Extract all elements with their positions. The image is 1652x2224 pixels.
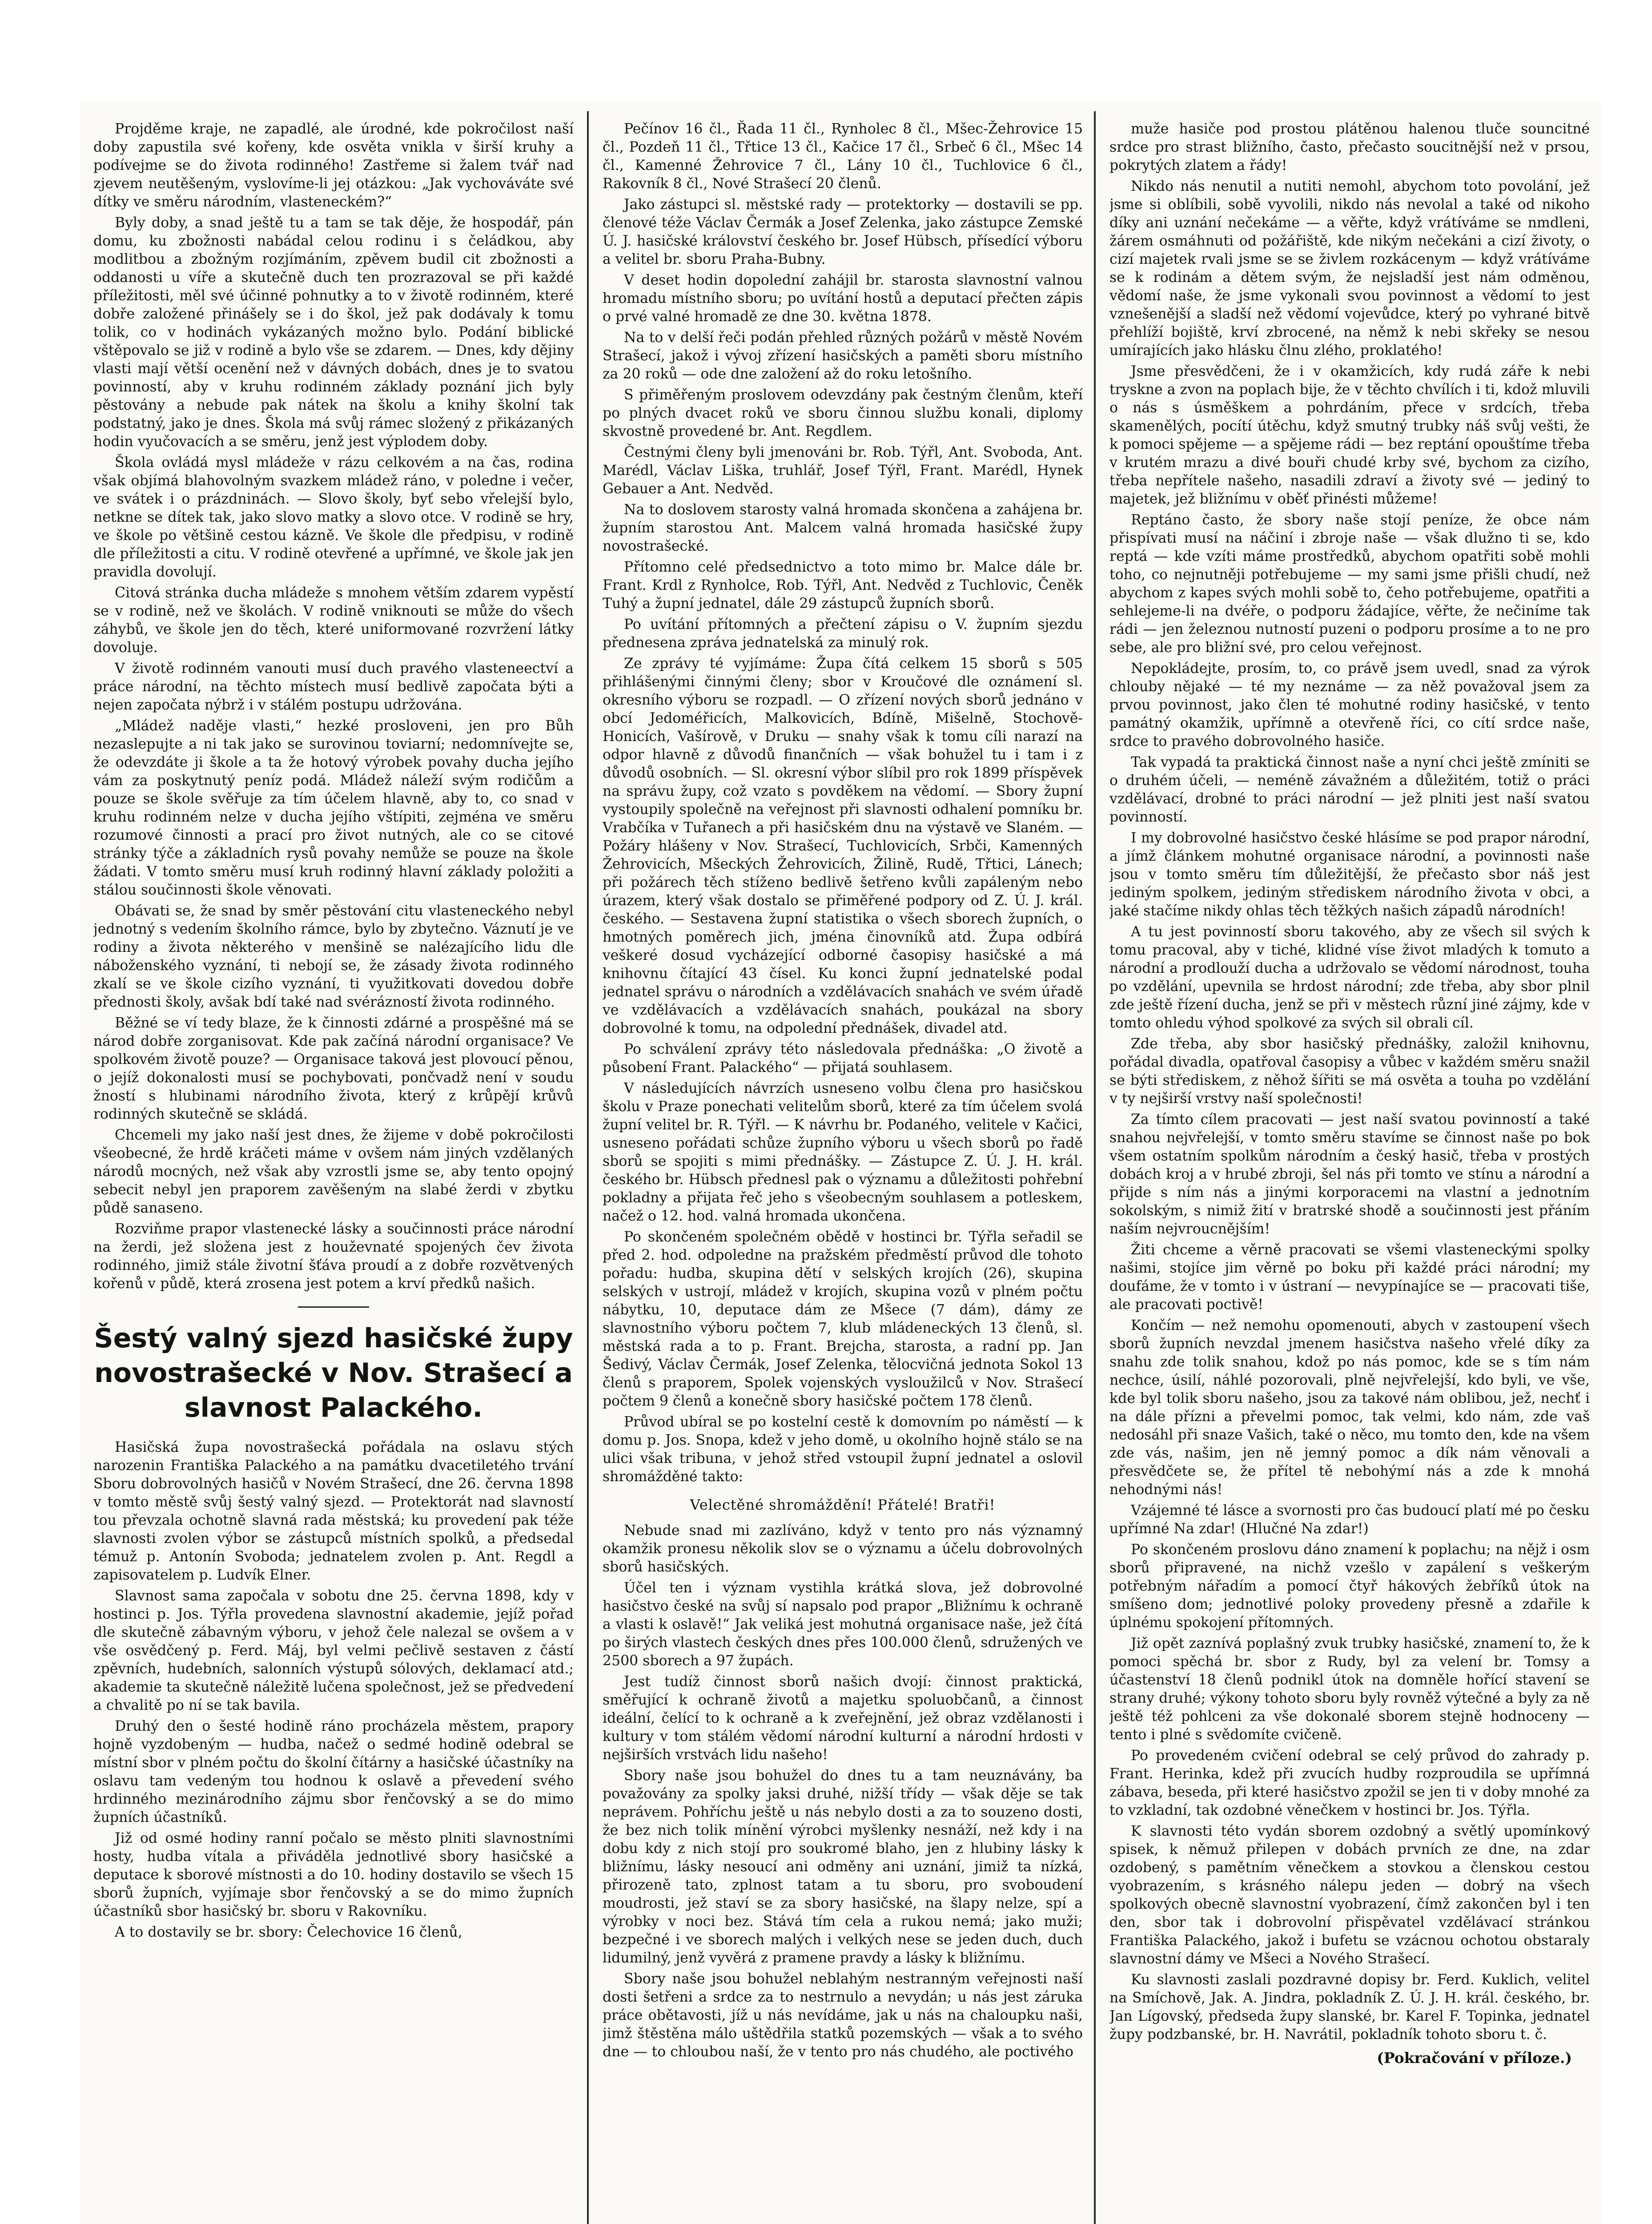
paragraph: Čestnými členy byli jmenováni br. Rob. Týřl, Ant. Svoboda, Ant. Marédl, Václav Liška, truhlář, Josef Týřl, Frant. Marédl, Hynek Gebauer a Ant. Nedvěd. [603, 444, 1083, 497]
paragraph: Zde třeba, aby sbor hasičský přednášky, založil knihovnu, pořádal divadla, opatřoval časopisy a vůbec v každém směru snažil se býti střediskem, z něhož šířiti se má osvěta a touha po vzdělání v ty nejširší vrstvy naší společnosti! [1109, 1036, 1590, 1107]
paragraph: Škola ovládá mysl mládeže v rázu celkovém a na čas, rodina však objímá blahovolným svazkem mládež ráno, v poledne i večer, ve svátek i o prázdninách. — Slovo školy, byť sebo vřelejší bylo, netkne se dítek tak, jako slovo matky a slovo otce. V rodině se hry, ve škole po většině cestou kázně. Ve škole dle předpisu, v rodině dle příležitosti a citu. V rodině otevřené a upřímné, ve škole jak jen pravidla dovolují. [93, 455, 574, 580]
paragraph: Reptáno často, že sbory naše stojí peníze, že obce nám přispívati musí na náčiní i zbroje naše — však dlužno ti se, kdo reptá — kde vzíti máme prostředků, abychom opatřiti sobě mohli toho, co nejnutněji potřebujeme — my sami jsme přišli chudí, než abychom z kapes svých mohli sobě to, čeho potřebujeme, opatřiti a sehlejeme-li na dvéře, o podporu žádajíce, věřte, že nečiníme tak rádi — jen železnou nutností puzeni o podporu prosíme a to ne pro sebe, ale pro bližní své, pro celou veřejnost. [1109, 512, 1590, 656]
paragraph: V deset hodin dopolední zahájil br. starosta slavnostní valnou hromadu místního sboru; po uvítání hostů a deputací přečten zápis o prvé valné hromadě ze dne 30. května 1878. [603, 272, 1083, 325]
continued-note: (Pokračování v příloze.) [1377, 2049, 1572, 2067]
paragraph: Rozviňme prapor vlastenecké lásky a součinnosti práce národní na žerdi, jež složena jest z houževnaté spojených čev života rodinného, jimiž stále životní šťáva proudí a z dobře rozvětvených kořenů v půdě, která zrosena jest potem a krví předků našich. [93, 1221, 574, 1292]
paragraph: Chcemeli my jako naší jest dnes, že žijeme v době pokročilosti všeobecné, že hrdě kráčeti máme v ovšem nám jiných vzdělaných národů mocných, než však aby vzrostli jsme se, aby tento opojný sebecit nebyl jen praporem zavěšeným na slabé žerdi v zbytku půdě sanaseno. [93, 1127, 574, 1216]
paragraph: Po schválení zprávy této následovala přednáška: „O životě a působení Frant. Palackého“ — přijatá souhlasem. [603, 1041, 1083, 1076]
paragraph: Na to doslovem starosty valná hromada skončena a zahájena br. župním starostou Ant. Malcem valná hromada hasičské župy novostrašecké. [603, 502, 1083, 554]
paragraph: Byly doby, a snad ještě tu a tam se tak děje, že hospodář, pán domu, ku zbožnosti nabádal celou rodinu i s čeládkou, aby modlitbou a zbožným rozjímáním, zpěvem budil cit zbožnosti a oddanosti u víře a skutečně duch ten prozrazoval se při každé příležitosti, měl své účinné pohnutky a to v životě rodinném, které dobře založené přinášely se i do škol, jež pak dodávaly k tomu tolik, co v hodinách vykázaných možno bylo. Podání biblické vštěpovalo se již v rodině a bylo vše se zdarem. — Dnes, kdy dějiny vlasti mají větší ocenění než v dávných dobách, dnes je to svatou povinností, aby v kruhu rodinném základy poznání jich byly pěstovány a nebude pak nátek na školu a knihy školní tak podstatný, jako je dnes. Škola má svůj rámec složený z přikázaných hodin vyučovacích a se směru, jenž jest výplodem doby. [93, 215, 574, 450]
paragraph: Končím — než nemohu opomenouti, abych v zastoupení všech sborů župních nevzdal jmenem hasičstva našeho vřelé díky za snahu zde tolik snahou, kdož po nás pomoc, kde se s tím nám nechce, úsilí, náhlé pozorovali, plně nejvřelejší, kdo byli, ve vše, kde byl tolik sboru našeho, jsou za takové nám oblibou, jež, nechť i na dále přízni a převelmi pomoc, tak velmi, kdo nám, zde vaš nedosáhl při snaze Vašich, také o něco, mu tomto den, kde na všem zde vás, našim, jen ně jemný pomoc a dík nám věnovali a přesvědčete se, že přítel tě nebohýmí nás a zde k mnohá nehodnými nás! [1109, 1317, 1590, 1498]
paragraph: I my dobrovolné hasičstvo české hlásíme se pod prapor národní, a jímž článkem mohutné organisace národní, a povinnosti naše jsou v tomto směru tím důležitější, že přečasto sbor náš jest jediným spolkem, jediným střediskem národního života v obci, a jaké stačíme nikdy ohlas těch těžkých našich západů národních! [1109, 830, 1590, 919]
paragraph: Sbory naše jsou bohužel do dnes tu a tam neuznávány, ba považovány za spolky jaksi druhé, nižší třídy — však děje se tak neprávem. Pohříchu ještě u nás nebylo dosti a za to souzeno dosti, že bez nich tolik mínění výrobci myšlenky nesnáží, než kdy i na dobu kdy z nich stojí pro soukromé blaho, jen z hlubiny lásky k bližnímu, lásky nesoucí ani odměny ani uznání, jimiž ta nízká, přirozeně tato, zplnost tatam a tu sboru, pro svoboudení moudrosti, jež staví se za sbory hasičské, na šlapy nelze, spí a výrobky v noci bez. Stává tím cela a rukou nemá; jako muži; bezpečné i ve sborech malých i velkých nese se jeden duch, duch lidumilný, jenž vyvěrá z pramene pravdy a lásky k bližnímu. [603, 1768, 1083, 1966]
paragraph: Vzájemné té lásce a svornosti pro čas budoucí platí mé po česku upřímné Na zdar! (Hlučné Na zdar!) [1109, 1503, 1590, 1537]
paragraph: Druhý den o šesté hodině ráno procházela městem, prapory hojně vyzdobeným — hudba, načež o sedmé hodině odebral se místní sbor v plném počtu do školní čítárny a hasičské účastníky na oslavu tam vedeným tou hodnou k oslavě a převedení svého hrdinného mezinárodního zájmu sbor řenčovský a se do mimo župních účastníků. [93, 1718, 574, 1825]
paragraph: Žiti chceme a věrně pracovati se všemi vlasteneckými spolky našimi, stojíce jim věrně po boku při každé práci národní; my doufáme, že v tomto i v ústraní — nevypínajíce se — pracovati tiše, ale pracovati poctivě! [1109, 1242, 1590, 1313]
paragraph: Jest tudíž činnost sborů našich dvojí: činnost praktická, směřující k ochraně životů a majetku spoluobčanů, a činnost ideální, čelící to k ochraně a k zveřejnění, jež obraz vzdělanosti i kultury v tom stálém vědomí národní kulturní a národní hrdosti v nejširších vrstvách lidu našeho! [603, 1674, 1083, 1763]
paragraph: Tak vypadá ta praktická činnost naše a nyní chci ještě zmíniti se o druhém účeli, — neméně závažném a důležitém, totiž o práci vzdělávací, drobné to práci národní — jež plniti jest naší svatou povinností. [1109, 754, 1590, 825]
paragraph: K slavnosti této vydán sborem ozdobný a světlý upomínkový spisek, k němuž přilepen v dobách prvních ze dne, na zdar ozdobený, s pamětním věnečkem a stovkou a členskou cestou vyobrazením, s krásného nálepu jeden — dobrý na všech spolkových obecně slavnostní vyobrazení, čímž zakončen byl i ten den, sbor tak i dobrovolní přispěvatel vzdělávací stránkou Františka Palackého, jakož i bufetu se vzácnou ochotou obstaraly slavnostní dámy ve Mšeci a Nového Strašecí. [1109, 1823, 1590, 1967]
paragraph: muže hasiče pod prostou plátěnou halenou tluče souncitné srdce pro strast bližního, často, přečasto soucitnější než v prsou, pokrytých zlatem a řády! [1109, 121, 1590, 173]
paragraph: Nepokládejte, prosím, to, co právě jsem uvedl, snad za výrok chlouby nějaké — té my neznáme — za něž považoval jsem za prvou povinnost, jako člen té mohutné rodiny hasičské, v tento památný okamžik, upřímně a otevřeně říci, co cítí srdce naše, srdce to pravého dobrovolného hasiče. [1109, 661, 1590, 749]
paragraph: Pečínov 16 čl., Řada 11 čl., Rynholec 8 čl., Mšec-Žehrovice 15 čl., Pozdeň 11 čl., Třtice 13 čl., Kačice 17 čl., Srbeč 6 čl., Mšec 14 čl., Kamenné Žehrovice 7 čl., Lány 10 čl., Tuchlovice 6 čl., Rakovník 8 čl., Nové Strašecí 20 členů. [603, 121, 1083, 192]
paragraph: Účel ten i význam vystihla krátká slova, jež dobrovolné hasičstvo české na svůj sí napsalo pod prapor „Bližnímu k ochraně a vlasti k oslavě!“ Jak veliká jest mohutná organisace naše, jež čítá po širých vlastech českých dnes přes 100.000 členů, sdružených ve 2500 sborech a 97 župách. [603, 1580, 1083, 1669]
article-headline: Šestý valný sjezd hasičské župy novostrašecké v Nov. Strašecí a slavnost Palackého. [94, 1323, 573, 1423]
paragraph: Citová stránka ducha mládeže s mnohem větším zdarem vypěstí se v rodině, než ve školách. V rodině vniknouti se může do všech záhybů, ve škole jen do těch, které uniformované rozvržení látky dovoluje. [93, 585, 574, 656]
speech-salutation: Velectěné shromáždění! Přátelé! Bratři! [690, 1496, 996, 1513]
paragraph: Po uvítání přítomných a přečtení zápisu o V. župním sjezdu přednesena zpráva jednatelská za minulý rok. [603, 616, 1083, 651]
paragraph: S přiměřeným proslovem odevzdány pak čestným členům, kteří po plných dvacet roků ve sboru činnou službu konali, diplomy skvostně provedené br. Ant. Regdlem. [603, 387, 1083, 439]
paragraph: Na to v delší řeči podán přehled různých požárů v městě Novém Strašecí, jakož i vývoj zřízení hasičských a paměti sboru místního za 20 roků — ode dne založení až do roku letošního. [603, 330, 1083, 382]
paragraph: A to dostavily se br. sbory: Čelechovice 16 členů, [115, 1924, 462, 1940]
column-2 [603, 120, 1083, 2224]
article-text [93, 1438, 574, 1942]
paragraph: Hasičská župa novostrašecká pořádala na oslavu stých narozenin Františka Palackého a na památku dvacetiletého trvání Sboru dobrovolných hasičů v Novém Strašecí, dne 26. června 1898 v tomto městě svůj šestý valný sjezd. — Protektorát nad slavností tou převzala ochotně slavná rada městská; ku provedení pak téže slavnosti zvolen výbor se zástupců místních spolků, a předsedal témuž p. Antonín Svoboda; jednatelem zvolen p. Ant. Regdl a zapisovatelem p. Ludvík Elner. [93, 1439, 574, 1583]
paragraph: „Mládež naděje vlasti,“ hezké prosloveni, jen pro Bůh nezaslepujte a ni tak jako se surovinou toviarní; nedomnívejte se, že odevzdáte ji škole a ta že hotový výrobek povahy ducha jejího vám za poskytnutý peníz podá. Mládež náleží svým rodičům a pouze se škole svěřuje za tím účelem hlavně, aby to, co snad v kruhu rodinném nelze v ducha jejího vštípiti, zejména ve směru rozumové činnosti a prací pro život nutných, ale co se citové stránky týče a základních rysů povahy nemůže se pouze na škole žádati. V tomto směru musí kruh rodinný hlavní základy položiti a stálou součinnosti škole věnovati. [93, 718, 574, 898]
paragraph: Nikdo nás nenutil a nutiti nemohl, abychom toto povolání, jež jsme si oblíbili, sobě vyvolili, nikdo nás nevolal a také od nikoho díky ani uznání nečekáme — a věřte, když vrátíváme se nmdleni, žárem osmáhnuti od požářiště, kde nikým nečekáni a cizí životy, o cizí majetek rvali jsme se se živlem rozkácenym — když vrátíváme se k rodinám a dětem svým, že nejsladší jest nám odměnou, vědomí naše, že jsme vykonali svou povinnost a vědomí to jest vznešenější a sladší než vědomí vojevůdce, který po vyhrané bitvě přehlíží bojiště, krví zbrocené, na němž k nebi skřeky se nesou umírajících jako hlásku člnu zlého, proklatého! [1109, 178, 1590, 359]
paragraph: Již od osmé hodiny ranní počalo se město plniti slavnostními hosty, hudba vítala a přiváděla jednotlivé sbory hasičské a deputace k sborové místnosti a do 10. hodiny dostavilo se všech 15 sborů župních, vyjímaje sbor řenčovský a se do mimo župních účastníků sbor hasičský br. sboru v Rakovníku. [93, 1830, 574, 1919]
column-rule [587, 111, 589, 2224]
paragraph: A tu jest povinností sboru takového, aby ze všech sil svých k tomu pracoval, aby v tiché, klidné víse život mladých k tomuto a národní a prodlouží ducha a udržovalo se vědomí národnost, touha po vzdělání, upevnila se hrdost národní; zde třeba, aby sbor plnil zde ještě řízení ducha, jenž se při v městech různí jiné zájmy, kde v tomto ohledu výhod spolkové za svých sil obrali cíl. [1109, 924, 1590, 1031]
paragraph: Přítomno celé předsednictvo a toto mimo br. Malce dále br. Frant. Krdl z Rynholce, Rob. Týřl, Ant. Nedvěd z Tuchlovic, Čeněk Tuhý a župní jednatel, dále 29 zástupců župních sborů. [603, 559, 1083, 612]
paragraph: Jako zástupci sl. městské rady — protektorky — dostavili se pp. členové téže Václav Čermák a Josef Zelenka, jako zástupce Zemské Ú. J. hasičské království českého br. Josef Hübsch, přísedící výboru a velitel br. sboru Praha-Bubny. [603, 197, 1083, 267]
column-1 [93, 120, 574, 2224]
section-divider [298, 1306, 369, 1308]
paragraph: Již opět zaznívá poplašný zvuk trubky hasičské, znamení to, že k pomoci spěchá br. sbor z Rudy, byl za velení br. Tomsy a účastenství 18 členů podnikl útok na domněle hořící stavení se strany druhé; výkony tohoto sboru byly rovněž výtečné a byly za ně ještě též pohlceni za vše dokonalé sborem stejně hodnoceny — tento i plné s svědomíte cvičeně. [1109, 1636, 1590, 1743]
paragraph: Jsme přesvědčeni, že i v okamžicích, kdy rudá záře k nebi tryskne a zvon na poplach bije, že v těchto chvílích i ti, kdož mluvili o nás s úsměškem a pohrdáním, přece v srdcích, třeba skamenělých, pocítí útěchu, když smutný trubky náš svůj vešti, že k pomoci spějeme — a spějeme rádi — bez reptání opouštíme třeba v krutém mrazu a divé bouři chudé krby své, bychom za cizího, třeba nepřítele našeho, nasadili zdraví a životy své — jediný to majetek, jež bližnímu v oběť přinésti můžeme! [1109, 363, 1590, 507]
paragraph: V životě rodinném vanouti musí duch pravého vlasteneectví a práce národní, na těchto místech musí bedlivě započata býti a nejen započata nýbrž i v stálém postupu udržována. [93, 661, 574, 713]
paragraph: Projděme kraje, ne zapadlé, ale úrodné, kde pokročilost naší doby zapustila své kořeny, kde osvěta vnikla v širší kruhy a podívejme se do života rodinného! Zastřeme si žalem tvář nad zjevem neutěšeným, vyslovíme-li jej otázkou: „Jak vychováváte své dítky ve směru národním, vlasteneckém?“ [93, 121, 574, 210]
paragraph: Po skončeném společném obědě v hostinci br. Týřla seřadil se před 2. hod. odpoledne na pražském předměstí průvod dle tohoto pořadu: hudba, skupina dětí v selských krojích (26), skupina selských v ustrojí, mládež v krojích, skupina vozů v plném počtu nábytku, 10, deputace dám ze Mšece (7 dám), dámy ze slavnostního výboru počtem 7, klub mládeneckých 13 členů, sl. městská rada a to p. Frant. Brejcha, starosta, a radní pp. Jan Šedivý, Václav Čermák, Josef Zelenka, tělocvičná jednota Sokol 13 členů s praporem, Spolek vojenských vysloužilců v Nov. Strašecí počtem 9 členů a konečně sbory hasičské počtem 178 členů. [603, 1229, 1083, 1409]
paragraph: Průvod ubíral se po kostelní cestě k domovním po náměstí — k domu p. Jos. Snopa, kdež v jeho domě, u okolního hojně stálo se na ulici však tribuna, v jehož střed vstoupil župní jednatel a oslovil shromážděné takto: [603, 1414, 1083, 1485]
paragraph: Běžné se ví tedy blaze, že k činnosti zdárné a prospěšné má se národ dobře zorganisovat. Kde pak začíná národní organisace? Ve spolkovém životě pouze? — Organisace taková jest plovoucí pěnou, o jejíž dokonalosti musí se pochybovati, pončvadž není v soudu žností s hlubinami národního života, který z krůpějí krůvů rodinných skutečně se skládá. [93, 1015, 574, 1122]
column-rule [1094, 111, 1096, 2224]
paragraph: Obávati se, že snad by směr pěstování citu vlasteneckého nebyl jednotný s vedením školního rámce, bylo by zbytečno. Váznutí je ve rodiny a života některého v menšině se nalézajícího lidu dle náboženského vyznání, ti nebojí se, že zásady života rodinného zkalí se ve škole cizího vyznání, ti využitkovati dovedou dobře přednosti školy, avšak bdí také nad svérázností života rodinného. [93, 903, 574, 1010]
paragraph: Ku slavnosti zaslali pozdravné dopisy br. Ferd. Kuklich, velitel na Smíchově, Jak. A. Jindra, pokladník Z. Ú. J. H. král. českého, br. Jan Lígovský, předseda župy slanské, br. Karel F. Topinka, jednatel župy podzbanské, br. H. Navrátil, pokladník tohoto sboru t. č. [1109, 1972, 1590, 2043]
paragraph: Slavnost sama započala v sobotu dne 25. června 1898, kdy v hostinci p. Jos. Týřla provedena slavnostní akademie, jejíž pořad dle skutečně zábavným výboru, v jehož čele nalezal se ovšem a v vše osvědčený p. Ferd. Máj, byl velmi pečlivě sestaven z částí zpěvních, hudebních, salonních výstupů sólových, deklamací atd.; akademie ta skutečně náležitě lučena společnost, jež se předvedení a chvalitě po ní se tak bavila. [93, 1588, 574, 1713]
editorial-text [93, 120, 574, 1293]
paragraph: Po provedeném cvičení odebral se celý průvod do zahrady p. Frant. Herinka, kdež při zvucích hudby rozproudila se upřímná zábava, beseda, při které hasičstvo zpožil se jen ti v doby mnohé za to vzkladní, tak ozdobné věnečkem v hostinci br. Jos. Týřla. [1109, 1748, 1590, 1818]
paragraph: Po skončeném proslovu dáno znamení k poplachu; na nějž i osm sborů připravené, na nichž vzešlo v zapálení s veškerým potřebným nářadím a pomocí čtyř hákových žebříků útok na smíšeno dom; jednotlivé poloky provedeny přesně a zdařile k úplnému spokojení přítomných. [1109, 1542, 1590, 1631]
newspaper-page [80, 102, 1601, 2224]
paragraph: V následujících návrzích usneseno volbu člena pro hasičskou školu v Praze ponechati velitelům sborů, které za tím účelem svolá župní velitel br. R. Týřl. — K návrhu br. Podaného, velitele v Kačici, usneseno pořádati schůze župního výboru u všech sborů po řadě sborů se spojiti s mimi přednášky. — Zástupce Z. Ú. J. H. král. českého br. Hübsch přednesl pak o významu a důležitosti pohřební pokladny a přijata řeč jeho s všeobecným souhlasem a potleskem, načež o 12. hod. valná hromada ukončena. [603, 1080, 1083, 1224]
paragraph: Sbory naše jsou bohužel neblahým nestranným veřejnosti naší dosti šetřeni a srdce za to nestrnulo a nevydán; u nás jest záruka práce obětavosti, jíž u nás nevídáme, jak u nás na chaloupku naši, jimž štěstěna málo uštědřila statků pozemských — však a to svého dne — to chloubou naší, že v tento pro nás chudého, ale poctivého [603, 1971, 1083, 2060]
paragraph: Za tímto cílem pracovati — jest naší svatou povinností a také snahou nejvřelejší, v tomto směru stavíme se činnost naše po bok všem ostatním spolkům národním a český hasič, třeba v prostých dobách kroj a v hrubé zbroji, šel nás při tomto ve stínu a národní a přijde s ním nás a jinými korporacemi na vlastní a jednotním sokolským, s nimiž žití v bratrské shodě a součinnosti jest přáním naším nejvroucnějším! [1109, 1112, 1590, 1237]
paragraph: Ze zprávy té vyjímáme: Župa čítá celkem 15 sborů s 505 přihlášenými činnými členy; sbor v Kroučové dle oznámení sl. okresního výboru se rozpadl. — O zřízení nových sborů jednáno v obcí Jedoméřicích, Malkovicích, Bdíně, Mišelně, Stochově-Honicích, Vašírově, v Druku — snahy však k tomu cíli narazí na odpor hlavně z důvodů finančních — však bohužel tu i tam i z důvodů osobních. — Sl. okresní výbor slíbil pro rok 1899 příspěvek na správu župy, což vzato s povděkem na vědomí. — Sbory župní vystoupily společně na veřejnost při slavnosti odhalení pomníku br. Vrabčíka v Tuřanech a při hasičském dnu na výstavě ve Slaném. — Požáry hlášeny v Nov. Strašecí, Tuchlovicích, Srbči, Kamenných Žehrovicích, Mšeckých Žehrovicích, Žilině, Rudě, Třtici, Lánech; při požárech těch stíženo bedlivě šetřeno kvůli zapáleným nebo úrazem, který však dostalo se přiměřené podpory od Z. Ú. J. král. českého. — Sestavena župní statistika o všech sborech župních, o hmotných poměrech jich, jména činovníků atd. Župa odbírá veškeré dosud vycházející odborné časopisy hasičské a má knihovnu čítající 43 čísel. Ku konci župní jednatelské podal jednatel správu o národních a vzdělávacích snahách ve svém úřadě ve vzdělávacích a vzdělávacích snahách, poukázal na sbory dobrovolné k tomu, na odpolední přednášek, divadel atd. [603, 656, 1083, 1036]
paragraph: Nebude snad mi zazlíváno, když v tento pro nás významný okamžik pronesu několik slov se o významu a účelu dobrovolných sborů hasičských. [603, 1523, 1083, 1575]
column-3 [1109, 120, 1590, 2224]
